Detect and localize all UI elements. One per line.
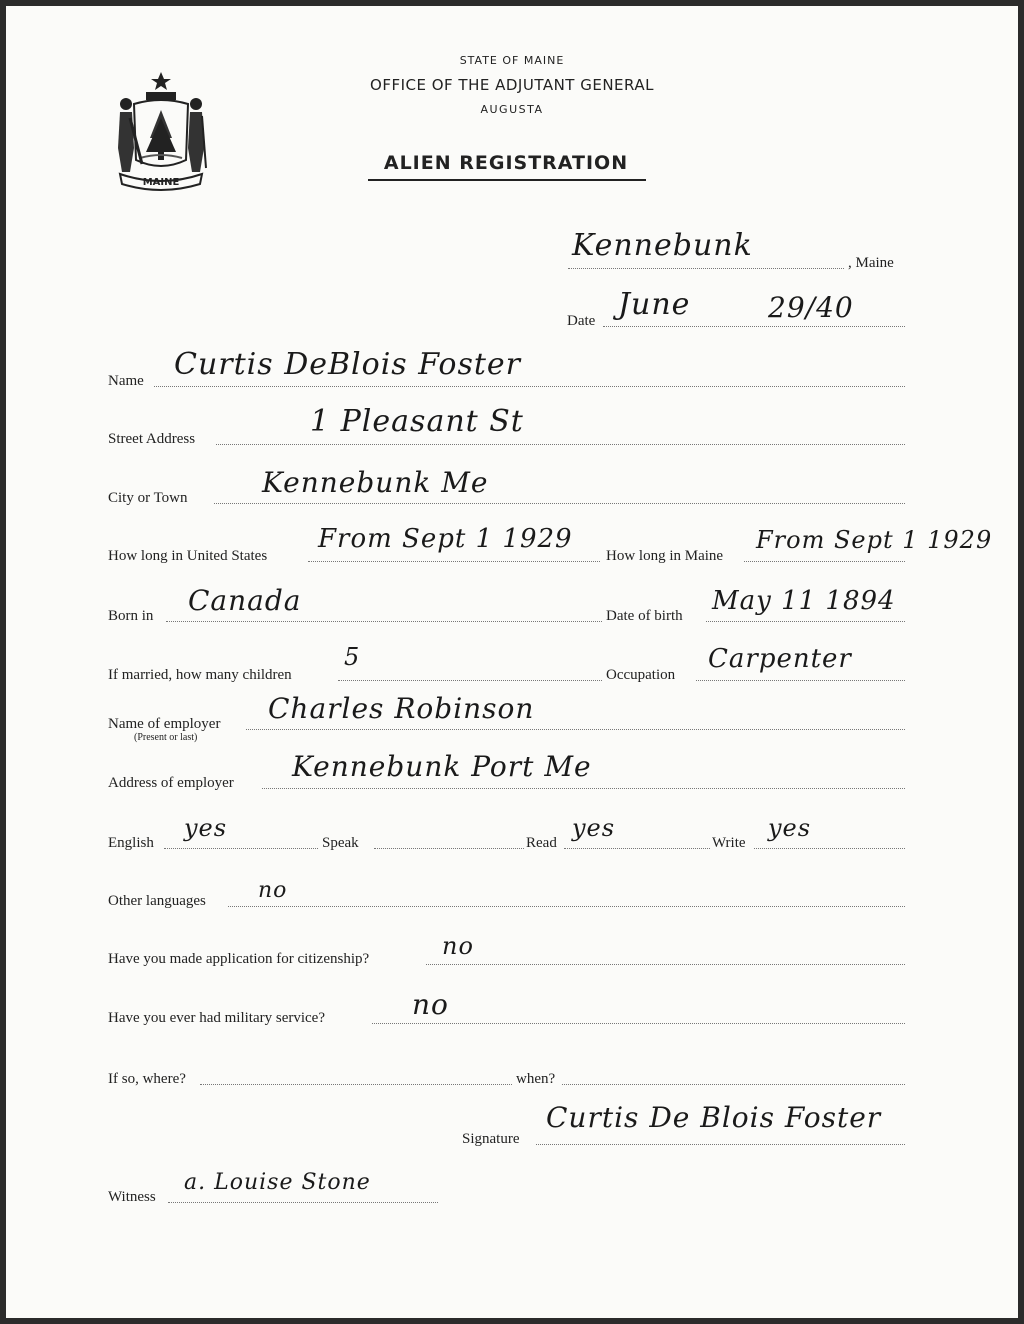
speak-line — [374, 848, 524, 849]
english-label: English — [108, 835, 154, 851]
military-line — [372, 1023, 905, 1024]
write-label: Write — [712, 835, 746, 851]
employer-label: Name of employer — [108, 716, 221, 732]
us-label: How long in United States — [108, 548, 268, 564]
maine-stay-line — [744, 561, 905, 562]
speak-label: Speak — [322, 835, 359, 851]
maine-stay-value: From Sept 1 1929 — [756, 526, 993, 554]
name-label: Name — [108, 373, 144, 389]
street-label: Street Address — [108, 431, 196, 447]
witness-line — [168, 1202, 438, 1203]
name-line — [154, 386, 905, 387]
citizenship-value: no — [442, 932, 474, 960]
occupation-line — [696, 680, 905, 681]
employer-line — [246, 729, 905, 730]
date-month-value: June — [618, 287, 691, 322]
town-line — [568, 268, 844, 269]
born-value: Canada — [188, 584, 302, 617]
children-value: 5 — [344, 643, 361, 671]
dob-line — [706, 621, 905, 622]
header-office: OFFICE OF THE ADJUTANT GENERAL — [370, 76, 654, 94]
city-line — [214, 503, 905, 504]
employer-value: Charles Robinson — [268, 692, 535, 725]
city-label: City or Town — [108, 490, 188, 506]
street-line — [216, 444, 905, 445]
dob-label: Date of birth — [606, 608, 683, 624]
us-value: From Sept 1 1929 — [318, 524, 573, 554]
signature-line — [536, 1144, 905, 1145]
read-line — [564, 848, 710, 849]
children-label: If married, how many children — [108, 667, 292, 683]
date-line — [603, 326, 905, 327]
town-value: Kennebunk — [572, 228, 753, 263]
date-label: Date — [567, 313, 596, 329]
when-line — [562, 1084, 905, 1085]
seal-banner-text: MAINE — [142, 177, 180, 188]
maine-stay-label: How long in Maine — [606, 548, 724, 564]
name-value: Curtis DeBlois Foster — [174, 347, 522, 382]
date-day-value: 29/40 — [768, 291, 854, 324]
when-label: when? — [516, 1071, 556, 1087]
witness-value: a. Louise Stone — [184, 1170, 371, 1195]
street-value: 1 Pleasant St — [310, 404, 524, 439]
born-label: Born in — [108, 608, 154, 624]
english-value: yes — [184, 814, 228, 842]
registration-form — [6, 6, 1018, 1318]
born-line — [166, 621, 602, 622]
employer-addr-label: Address of employer — [108, 775, 234, 791]
write-line — [754, 848, 905, 849]
other-lang-value: no — [258, 878, 288, 903]
employer-addr-line — [262, 788, 905, 789]
other-lang-label: Other languages — [108, 893, 206, 909]
where-label: If so, where? — [108, 1071, 186, 1087]
signature-label: Signature — [462, 1131, 520, 1147]
military-label: Have you ever had military service? — [108, 1010, 325, 1026]
title-underline — [368, 179, 646, 181]
dob-value: May 11 1894 — [712, 586, 896, 616]
header-state: STATE OF MAINE — [459, 54, 565, 67]
occupation-label: Occupation — [606, 667, 676, 683]
us-line — [308, 561, 600, 562]
signature-value: Curtis De Blois Foster — [546, 1101, 882, 1134]
citizenship-label: Have you made application for citizenship? — [108, 951, 370, 967]
military-value: no — [412, 988, 449, 1021]
read-value: yes — [572, 814, 616, 842]
children-line — [338, 680, 602, 681]
citizenship-line — [426, 964, 905, 965]
header-city: AUGUSTA — [480, 103, 544, 116]
witness-label: Witness — [108, 1189, 156, 1205]
english-line — [164, 848, 318, 849]
employer-addr-value: Kennebunk Port Me — [292, 750, 592, 783]
form-title: ALIEN REGISTRATION — [383, 152, 629, 174]
write-value: yes — [768, 814, 812, 842]
maine-label: , Maine — [848, 255, 894, 271]
other-lang-line — [228, 906, 905, 907]
city-value: Kennebunk Me — [262, 466, 489, 499]
where-line — [200, 1084, 512, 1085]
occupation-value: Carpenter — [708, 644, 852, 674]
read-label: Read — [526, 835, 557, 851]
employer-note: (Present or last) — [134, 732, 198, 743]
